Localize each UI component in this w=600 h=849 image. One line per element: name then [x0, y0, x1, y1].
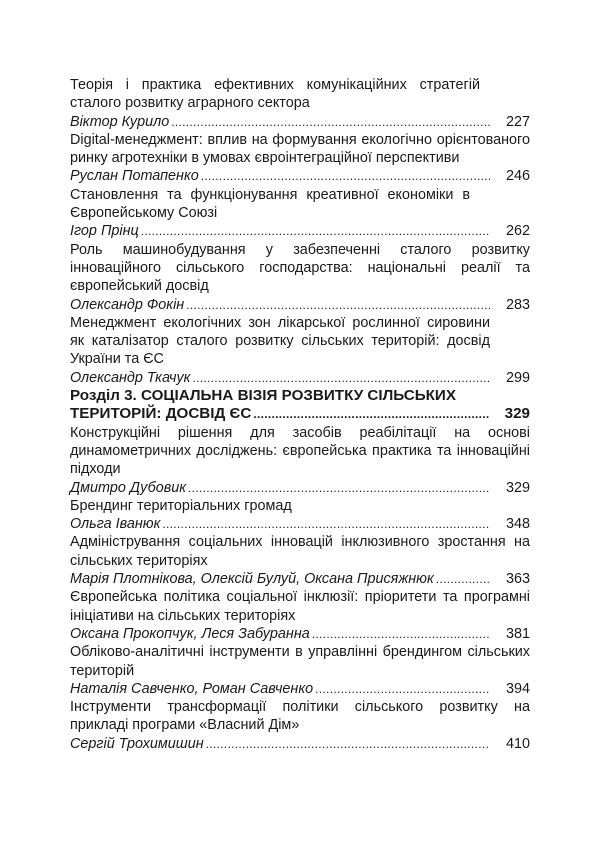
- entry-author: Віктор Курило: [70, 113, 170, 130]
- toc-entry: [70, 497, 530, 534]
- toc-entry: [70, 643, 530, 698]
- leader-dots: [312, 625, 490, 643]
- entry-author-line: [70, 570, 530, 588]
- entry-page-number: 381: [505, 625, 530, 642]
- leader-dots: [253, 405, 490, 423]
- toc-entry: [70, 314, 530, 387]
- leader-dots: [192, 369, 490, 387]
- entry-author: Руслан Потапенко: [70, 168, 199, 185]
- entry-author: Ольга Іванюк: [70, 516, 161, 533]
- toc-entry: [70, 186, 530, 241]
- entry-author-line: [70, 735, 530, 753]
- entry-author: Сергій Трохимишин: [70, 735, 204, 752]
- leader-dots: [141, 222, 490, 240]
- toc-entry: [70, 241, 530, 314]
- entry-title: Менеджмент екологічних зон лікарської рослинної сировини як каталізатор сталого розвитку сільських територій: досвід України та ЄС: [70, 314, 490, 368]
- entry-author-line: [70, 369, 530, 387]
- leader-dots: [162, 515, 490, 533]
- entry-title: Брендинг територіальних громад: [70, 497, 292, 514]
- entry-page-number: 363: [505, 571, 530, 588]
- entry-author-line: [70, 113, 530, 131]
- entry-author: Наталія Савченко, Роман Савченко: [70, 680, 314, 697]
- entry-author-line: [70, 167, 530, 185]
- toc-entry: [70, 698, 530, 753]
- entry-title: Європейська політика соціальної інклюзії: пріоритети та програмні ініціативи на сільських територіях: [70, 589, 530, 624]
- toc-entry: [70, 533, 530, 588]
- leader-dots: [188, 479, 490, 497]
- toc-entry: [70, 588, 530, 643]
- entry-author-line: [70, 296, 530, 314]
- entry-title: Роль машинобудування у забезпеченні сталого розвитку інноваційного сільського господарства: національні реалії та європейський досвід: [70, 241, 530, 295]
- leader-dots: [171, 113, 490, 131]
- entry-page-number: 410: [505, 735, 530, 752]
- entry-page-number: 299: [505, 369, 530, 386]
- entry-author: Ігор Прінц: [70, 223, 139, 240]
- entry-title: Становлення та функціонування креативної економіки в Європейському Союзі: [70, 186, 470, 222]
- entry-author: Дмитро Дубовик: [70, 479, 187, 496]
- section-title-line-2: ТЕРИТОРІЙ: ДОСВІД ЄС: [70, 405, 252, 423]
- entry-page-number: 283: [505, 296, 530, 313]
- entry-author-line: [70, 625, 530, 643]
- entry-title: Конструкційні рішення для засобів реабілітації на основі динамометричних досліджень: європейська практика та інноваційні підходи: [70, 424, 530, 478]
- leader-dots: [186, 296, 490, 314]
- entry-title: Інструменти трансформації політики сільського розвитку на прикладі програми «Власний Дім»: [70, 699, 530, 734]
- section-title-line-2-row: [70, 405, 530, 423]
- leader-dots: [436, 570, 490, 588]
- toc-entry: [70, 76, 530, 131]
- entry-author-line: [70, 479, 530, 497]
- entry-author: Олександр Фокін: [70, 296, 185, 313]
- entry-page-number: 394: [505, 680, 530, 697]
- section-page-number: 329: [504, 405, 530, 423]
- entry-title: Адміністрування соціальних інновацій інклюзивного зростання на сільських територіях: [70, 534, 530, 569]
- entry-author-line: [70, 222, 530, 240]
- entry-page-number: 329: [505, 479, 530, 496]
- leader-dots: [315, 680, 490, 698]
- table-of-contents: [70, 76, 530, 753]
- section-title-line-1: Розділ 3. СОЦІАЛЬНА ВІЗІЯ РОЗВИТКУ СІЛЬСЬКИХ: [70, 387, 456, 405]
- entry-page-number: 227: [505, 113, 530, 130]
- leader-dots: [201, 167, 490, 185]
- entry-author: Марія Плотнікова, Олексій Булуй, Оксана Присяжнюк: [70, 571, 434, 588]
- entry-author: Олександр Ткачук: [70, 369, 191, 386]
- toc-entry: [70, 131, 530, 186]
- toc-entry: [70, 424, 530, 497]
- entry-page-number: 246: [505, 168, 530, 185]
- entry-author-line: [70, 515, 530, 533]
- entry-title: Обліково-аналітичні інструменти в управлінні брендингом сільських територій: [70, 644, 530, 679]
- entry-page-number: 262: [505, 223, 530, 240]
- entry-author-line: [70, 680, 530, 698]
- entry-page-number: 348: [505, 516, 530, 533]
- section-heading: [70, 387, 530, 424]
- leader-dots: [206, 735, 490, 753]
- entry-title: Digital-менеджмент: вплив на формування екологічно орієнтованого ринку агротехніки в умовах євроінтеграційної перспективи: [70, 131, 530, 167]
- entry-author: Оксана Прокопчук, Леся Забуранна: [70, 625, 310, 642]
- entry-title: Теорія і практика ефективних комунікаційних стратегій сталого розвитку аграрного сектора: [70, 77, 480, 112]
